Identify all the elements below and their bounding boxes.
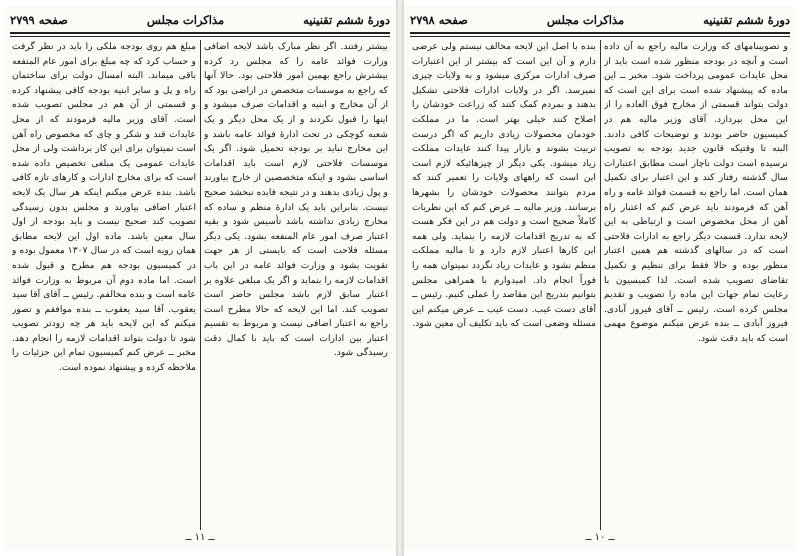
page-right: [404, 6, 796, 550]
header-rule-thin: [410, 36, 790, 37]
page-footer-number: ــ ١١ ــ: [185, 532, 215, 543]
header-rule: [410, 32, 790, 34]
header-section-title: مذاکرات مجلس: [546, 13, 625, 27]
column-text: و تصویبنامهای که وزارت مالیه راجع به آن داده است و آنچه در بودجه منظور شده است باید از محل عایدات عمومی پرداخت شود. مخبر ــ این ماده که پیشنهاد شده است برای این است که دولت بتواند قسمتی از مخارج فوق العاده را از این محل بپردازد. آقای وزیر مالیه هم در کمیسیون حاضر بودند و توضیحات کافی دادند. البته تا وقتیکه قانون جدید بودجه به تصویب نرسیده است دولت ناچار است مطابق اعتبارات سال گذشته رفتار کند و این اعتبار برای تکمیل همان است. اما راجع به قسمت فوائد عامه و راه آهن که فرمودند باید عرض کنم که اعتبار راه آهن از محل مخصوص است و ارتباطی به این لایحه ندارد. قسمت دیگر راجع به ادارات فلاحتی است که در سالهای گذشته هم همین اعتبار منظور بوده و حالا فقط برای تنظیم و تکمیل تقاضای تصویب شده است. لذا کمیسیون با رعایت تمام جهات این ماده را تصویب و تقدیم مجلس کرده است. رئیس ــ آقای فیروز آبادی. فیروز آبادی ــ بنده عرض میکنم موضوع مهمی است که باید دقت شود.: [604, 41, 788, 344]
column-text: مبلغ هم روی بودجه ملکی را باید در نظر گرفت و حساب کرد که چه مبلغ برای امور عام المنفعه باقی میماند. البته امسال دولت برای ساختمان راه و پل و سایر ابنیه بودجه کافی پیشنهاد کرده و قسمتی از آن هم در مجلس تصویب شده است. آقای وزیر مالیه فرمودند که از محل عایدات قند و شکر و چای که مخصوص راه آهن است نمیتوان برای این کار برداشت ولی از محل عایدات عمومی یک مبلغی تخصیص داده شده است که برای مخارج ادارات و کارهای تازه کافی باشد. بنده عرض میکنم اینکه هر سال یک لایحه اعتبار اضافی بیاورند و مجلس بدون رسیدگی تصویب کند صحیح نیست و باید بودجه از اول سال معین باشد. ماده اول این لایحه مطابق همان رویه است که در سال ۱۳۰۷ معمول بوده و در کمیسیون بودجه هم مطرح و قبول شده است. اما ماده دوم آن مربوط به وزارت فوائد عامه است و بنده مخالفم. رئیس ــ آقای آقا سید یعقوب. آقا سید یعقوب ــ بنده موافقم و تصور میکنم که این لایحه باید هر چه زودتر تصویب شود تا دولت بتواند اقدامات لازمه را انجام دهد. مخبر ــ عرض کنم کمیسیون تمام این جزئیات را ملاحظه کرده و پیشنهاد نموده است.: [12, 41, 196, 374]
header-page-number: صفحه ۲۷۹۹: [10, 13, 68, 27]
header-rule: [10, 32, 390, 34]
page-header: [10, 10, 390, 30]
book-gutter: [396, 0, 404, 556]
page-left: [4, 6, 396, 550]
column-text: بیشتر رفتند. اگر نظر مبارک باشد لایحه اضافی وزارت فوائد عامه را که مجلس رد کرده بیشترش راجع بهمین امور فلاحتی بود. حالا آنها که راجع به موسسات متخصص در اراضی بود که از آن مخارج و ابنیه و اقدامات صرف میشود و اینها را قبول نکردند و از یک محل دیگر و یک شعبه کوچکی در تحت ادارهٔ فوائد عامه باشد و این مخارج نباید بر بودجه تحمیل شود. اگر یک موسسات فلاحتی لازم است باید اقدامات اساسی بشود و اینکه متخصصین از خارج بیاورند و پول زیادی بدهند و در نتیجه فایده نبخشد صحیح نیست. بنابراین باید یک ادارهٔ منظم و ساده که مخارج زیادی نداشته باشد تأسیس شود و بقیه اعتبار صرف امور عام المنفعه بشود. یکی دیگر مسئله فلاحت است که بایستی از هر جهت تقویت بشود و وزارت فوائد عامه در این باب اقدامات لازمه را بنماید و اگر یک مبلغی علاوه بر اعتبار سابق لازم باشد مجلس حاضر است تصویب کند. اما این لایحه که حالا مطرح است راجع به اعتبار اضافی نیست و مربوط به تقسیم اعتبار بین ادارات است که باید با کمال دقت رسیدگی شود.: [204, 41, 388, 359]
header-page-number: صفحه ۲۷۹۸: [410, 13, 468, 27]
column-divider: [200, 40, 201, 530]
header-session-title: دورهٔ ششم تقنینیه: [703, 13, 790, 27]
header-session-title: دورهٔ ششم تقنینیه: [303, 13, 390, 27]
page-footer-number: ــ ١٠ ــ: [585, 532, 615, 543]
header-rule-thin: [10, 36, 390, 37]
header-section-title: مذاکرات مجلس: [146, 13, 225, 27]
text-column-right: [604, 40, 788, 528]
text-column-right: [204, 40, 388, 528]
column-text: بنده با اصل این لایحه مخالف نیستم ولی عرضی دارم و آن این است که بیشتر از این اعتبارات صرف ادارات مرکزی میشود و به ولایات چیزی نمیرسد. اگر در ولایات ادارات فلاحتی تشکیل بدهند و بمردم کمک کنند که زراعت خودشان را اصلاح کنند خیلی بهتر است. ما در مملکت خودمان محصولات زیادی داریم که اگر درست تربیت بشوند و بازار پیدا کنند عایدات مملکت زیاد میشود. یکی دیگر از چیزهائیکه لازم است این است که راههای ولایات را تعمیر کنند که مردم بتوانند محصولات خودشان را بشهرها برسانند. وزیر مالیه ــ عرض کنم که این نظریات کاملاً صحیح است و دولت هم در این فکر هست که به تدریج اقدامات لازمه را بنماید. ولی همه این کارها اعتبار لازم دارد و تا مالیه مملکت منظم نشود و عایدات زیاد نگردد نمیتوان همه را فوراً انجام داد. امیدوارم با همراهی مجلس بتوانیم بتدریج این مقاصد را عملی کنیم. رئیس ــ آقای دست غیب. دست غیب ــ عرض میکنم این مسئله وضعی است که باید تکلیف آن معین شود.: [412, 41, 596, 330]
page-header: [410, 10, 790, 30]
text-column-left: [12, 40, 196, 528]
column-divider: [600, 40, 601, 530]
text-column-left: [412, 40, 596, 528]
